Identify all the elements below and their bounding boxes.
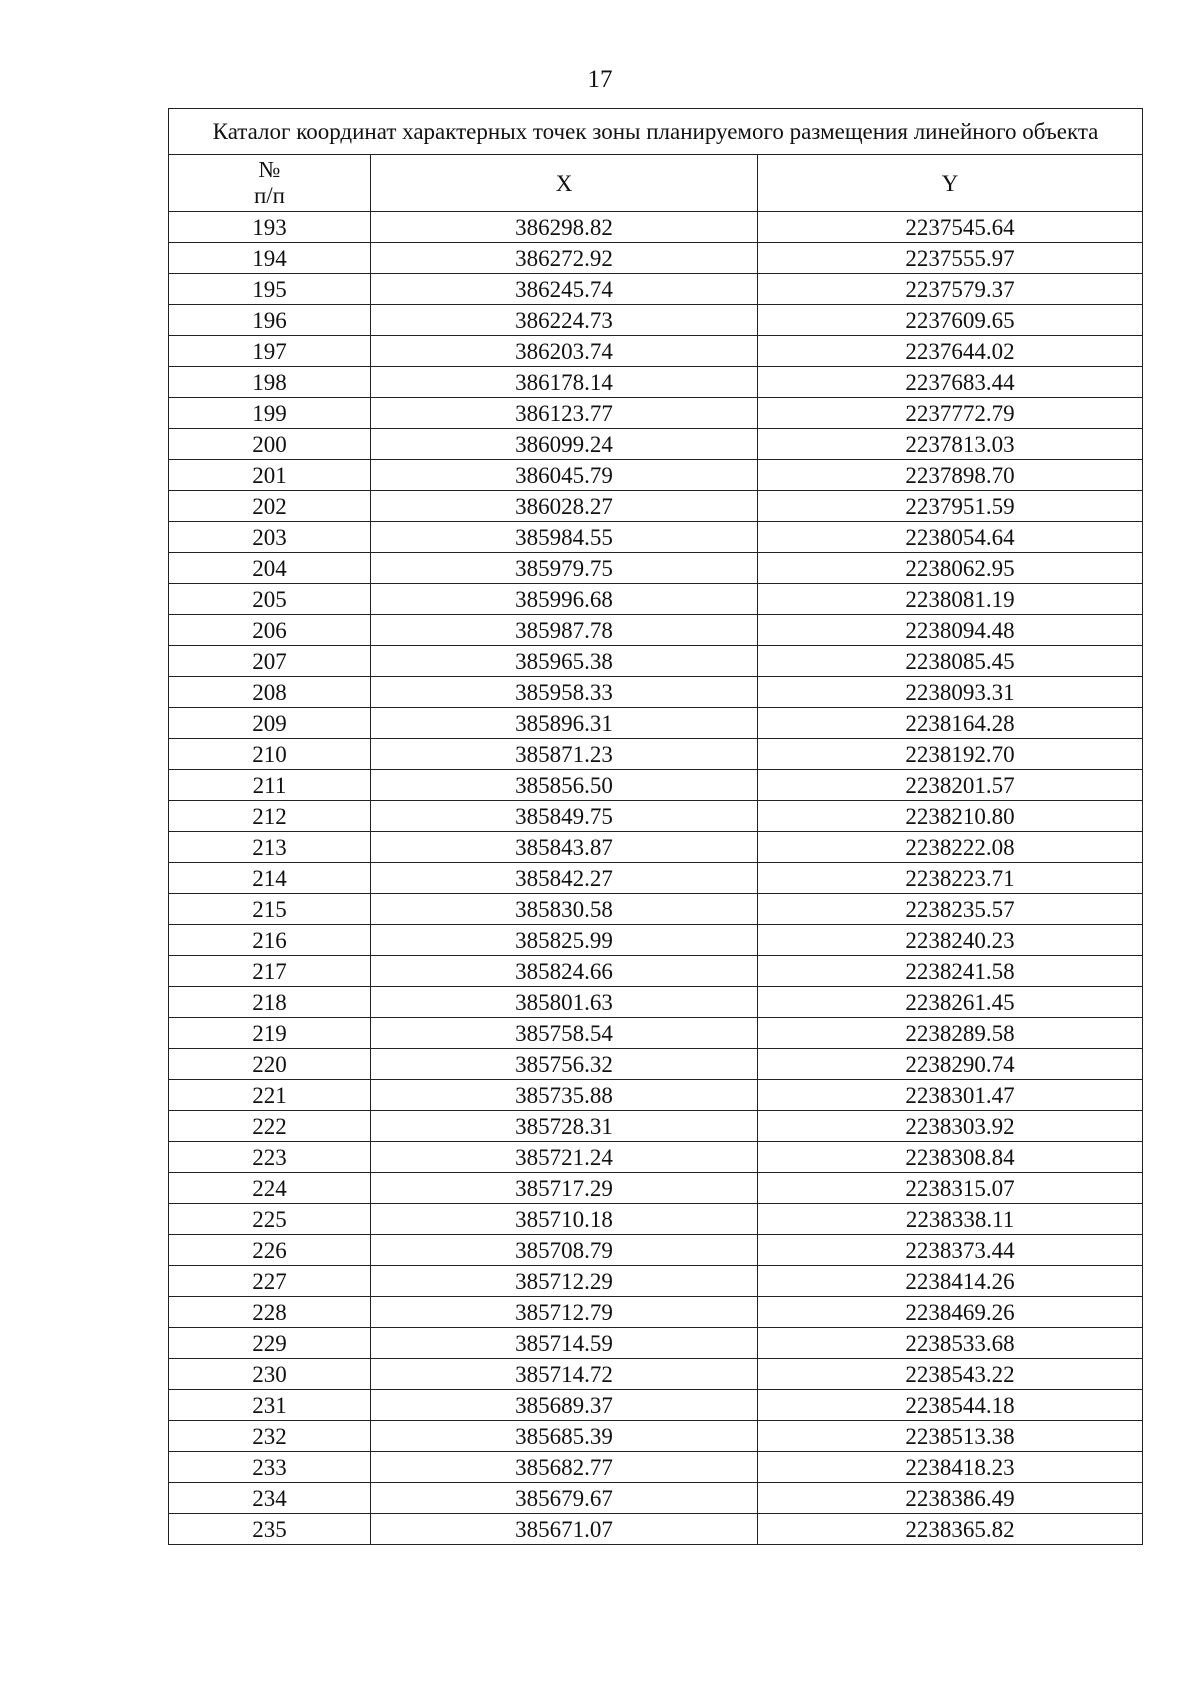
table-row <box>169 894 1143 925</box>
table-row <box>169 398 1143 429</box>
cell-y: 2238235.57 <box>758 894 1143 925</box>
cell-x: 385965.38 <box>371 646 758 677</box>
table-row <box>169 584 1143 615</box>
cell-number: 219 <box>169 1018 371 1049</box>
cell-number: 198 <box>169 367 371 398</box>
cell-number: 211 <box>169 770 371 801</box>
table-row <box>169 1421 1143 1452</box>
table-row <box>169 1235 1143 1266</box>
cell-number: 212 <box>169 801 371 832</box>
cell-x: 385958.33 <box>371 677 758 708</box>
cell-y: 2238544.18 <box>758 1390 1143 1421</box>
cell-y: 2238164.28 <box>758 708 1143 739</box>
cell-x: 385871.23 <box>371 739 758 770</box>
cell-number: 205 <box>169 584 371 615</box>
table-row <box>169 801 1143 832</box>
cell-x: 385721.24 <box>371 1142 758 1173</box>
table-row <box>169 1328 1143 1359</box>
cell-x: 386298.82 <box>371 212 758 243</box>
cell-y: 2237555.97 <box>758 243 1143 274</box>
cell-number: 224 <box>169 1173 371 1204</box>
cell-number: 196 <box>169 305 371 336</box>
cell-x: 385714.59 <box>371 1328 758 1359</box>
cell-number: 193 <box>169 212 371 243</box>
cell-x: 385710.18 <box>371 1204 758 1235</box>
cell-x: 385830.58 <box>371 894 758 925</box>
table-row <box>169 305 1143 336</box>
cell-number: 235 <box>169 1514 371 1545</box>
cell-number: 234 <box>169 1483 371 1514</box>
cell-number: 230 <box>169 1359 371 1390</box>
cell-x: 386245.74 <box>371 274 758 305</box>
cell-number: 209 <box>169 708 371 739</box>
cell-y: 2238062.95 <box>758 553 1143 584</box>
table-row <box>169 1204 1143 1235</box>
table-row <box>169 925 1143 956</box>
cell-x: 385758.54 <box>371 1018 758 1049</box>
table-row <box>169 1483 1143 1514</box>
cell-x: 385671.07 <box>371 1514 758 1545</box>
table-row <box>169 274 1143 305</box>
cell-number: 215 <box>169 894 371 925</box>
table-row <box>169 863 1143 894</box>
table-row <box>169 1359 1143 1390</box>
cell-number: 197 <box>169 336 371 367</box>
cell-y: 2238513.38 <box>758 1421 1143 1452</box>
cell-y: 2238085.45 <box>758 646 1143 677</box>
cell-y: 2238469.26 <box>758 1297 1143 1328</box>
cell-y: 2238093.31 <box>758 677 1143 708</box>
cell-number: 232 <box>169 1421 371 1452</box>
cell-x: 386178.14 <box>371 367 758 398</box>
cell-number: 204 <box>169 553 371 584</box>
table-title: Каталог координат характерных точек зоны планируемого размещения линейного объекта <box>169 109 1143 155</box>
cell-number: 213 <box>169 832 371 863</box>
cell-y: 2238338.11 <box>758 1204 1143 1235</box>
cell-y: 2238241.58 <box>758 956 1143 987</box>
table-row <box>169 1080 1143 1111</box>
cell-y: 2238223.71 <box>758 863 1143 894</box>
table-row <box>169 987 1143 1018</box>
cell-x: 385735.88 <box>371 1080 758 1111</box>
table-row <box>169 1452 1143 1483</box>
cell-y: 2237683.44 <box>758 367 1143 398</box>
table-row <box>169 212 1143 243</box>
cell-y: 2237545.64 <box>758 212 1143 243</box>
cell-x: 385728.31 <box>371 1111 758 1142</box>
cell-x: 385896.31 <box>371 708 758 739</box>
cell-x: 385679.67 <box>371 1483 758 1514</box>
cell-y: 2238414.26 <box>758 1266 1143 1297</box>
cell-x: 386028.27 <box>371 491 758 522</box>
table-header-row <box>169 155 1143 212</box>
cell-number: 202 <box>169 491 371 522</box>
cell-number: 227 <box>169 1266 371 1297</box>
table-row <box>169 615 1143 646</box>
table-row <box>169 429 1143 460</box>
cell-y: 2238210.80 <box>758 801 1143 832</box>
cell-y: 2238533.68 <box>758 1328 1143 1359</box>
cell-number: 203 <box>169 522 371 553</box>
cell-number: 199 <box>169 398 371 429</box>
cell-number: 222 <box>169 1111 371 1142</box>
cell-number: 226 <box>169 1235 371 1266</box>
cell-number: 210 <box>169 739 371 770</box>
cell-y: 2238081.19 <box>758 584 1143 615</box>
table-row <box>169 1049 1143 1080</box>
cell-y: 2238386.49 <box>758 1483 1143 1514</box>
table-row <box>169 460 1143 491</box>
cell-x: 385801.63 <box>371 987 758 1018</box>
cell-y: 2237644.02 <box>758 336 1143 367</box>
column-header-number-abbr: п/п <box>253 183 285 208</box>
cell-y: 2238192.70 <box>758 739 1143 770</box>
cell-number: 208 <box>169 677 371 708</box>
cell-x: 385717.29 <box>371 1173 758 1204</box>
cell-number: 214 <box>169 863 371 894</box>
cell-x: 385849.75 <box>371 801 758 832</box>
cell-x: 385708.79 <box>371 1235 758 1266</box>
table-row <box>169 1018 1143 1049</box>
cell-x: 385756.32 <box>371 1049 758 1080</box>
cell-x: 385856.50 <box>371 770 758 801</box>
table-row <box>169 336 1143 367</box>
cell-y: 2237609.65 <box>758 305 1143 336</box>
cell-y: 2238094.48 <box>758 615 1143 646</box>
table-row <box>169 1297 1143 1328</box>
cell-number: 221 <box>169 1080 371 1111</box>
cell-x: 385996.68 <box>371 584 758 615</box>
cell-x: 385843.87 <box>371 832 758 863</box>
cell-number: 195 <box>169 274 371 305</box>
cell-x: 385979.75 <box>371 553 758 584</box>
cell-x: 385712.79 <box>371 1297 758 1328</box>
cell-number: 216 <box>169 925 371 956</box>
cell-y: 2238301.47 <box>758 1080 1143 1111</box>
cell-y: 2238418.23 <box>758 1452 1143 1483</box>
cell-number: 233 <box>169 1452 371 1483</box>
column-header-x: X <box>371 155 758 212</box>
cell-number: 207 <box>169 646 371 677</box>
cell-number: 194 <box>169 243 371 274</box>
cell-y: 2237579.37 <box>758 274 1143 305</box>
cell-number: 220 <box>169 1049 371 1080</box>
table-row <box>169 553 1143 584</box>
cell-y: 2238308.84 <box>758 1142 1143 1173</box>
table-row <box>169 708 1143 739</box>
cell-number: 201 <box>169 460 371 491</box>
cell-y: 2238054.64 <box>758 522 1143 553</box>
table-row <box>169 832 1143 863</box>
table-row <box>169 739 1143 770</box>
table-row <box>169 1111 1143 1142</box>
cell-y: 2238373.44 <box>758 1235 1143 1266</box>
cell-y: 2238240.23 <box>758 925 1143 956</box>
cell-y: 2238261.45 <box>758 987 1143 1018</box>
cell-x: 385842.27 <box>371 863 758 894</box>
table-row <box>169 1142 1143 1173</box>
cell-x: 385712.29 <box>371 1266 758 1297</box>
table-row <box>169 646 1143 677</box>
table-row <box>169 1173 1143 1204</box>
cell-x: 386099.24 <box>371 429 758 460</box>
table-row <box>169 367 1143 398</box>
table-body <box>169 212 1143 1545</box>
table-row <box>169 491 1143 522</box>
cell-number: 218 <box>169 987 371 1018</box>
cell-number: 225 <box>169 1204 371 1235</box>
cell-x: 386224.73 <box>371 305 758 336</box>
cell-number: 231 <box>169 1390 371 1421</box>
column-header-y: Y <box>758 155 1143 212</box>
cell-y: 2237813.03 <box>758 429 1143 460</box>
cell-y: 2237772.79 <box>758 398 1143 429</box>
table-row <box>169 770 1143 801</box>
cell-x: 385987.78 <box>371 615 758 646</box>
table-row <box>169 1390 1143 1421</box>
cell-x: 386203.74 <box>371 336 758 367</box>
column-header-number-symbol: № <box>258 156 281 182</box>
cell-x: 385689.37 <box>371 1390 758 1421</box>
cell-x: 386272.92 <box>371 243 758 274</box>
cell-y: 2238222.08 <box>758 832 1143 863</box>
cell-x: 385825.99 <box>371 925 758 956</box>
cell-y: 2238290.74 <box>758 1049 1143 1080</box>
coordinates-table <box>168 108 1143 1545</box>
table-row <box>169 677 1143 708</box>
cell-y: 2238289.58 <box>758 1018 1143 1049</box>
cell-y: 2238201.57 <box>758 770 1143 801</box>
cell-x: 386123.77 <box>371 398 758 429</box>
cell-y: 2237951.59 <box>758 491 1143 522</box>
table-row <box>169 1266 1143 1297</box>
table-row <box>169 956 1143 987</box>
cell-x: 385685.39 <box>371 1421 758 1452</box>
cell-y: 2238365.82 <box>758 1514 1143 1545</box>
column-header-number <box>169 155 371 212</box>
cell-number: 206 <box>169 615 371 646</box>
cell-y: 2237898.70 <box>758 460 1143 491</box>
cell-y: 2238543.22 <box>758 1359 1143 1390</box>
cell-x: 386045.79 <box>371 460 758 491</box>
cell-x: 385714.72 <box>371 1359 758 1390</box>
table-row <box>169 522 1143 553</box>
table-row <box>169 1514 1143 1545</box>
cell-number: 228 <box>169 1297 371 1328</box>
cell-x: 385824.66 <box>371 956 758 987</box>
cell-x: 385984.55 <box>371 522 758 553</box>
cell-number: 200 <box>169 429 371 460</box>
table-row <box>169 243 1143 274</box>
cell-number: 223 <box>169 1142 371 1173</box>
cell-x: 385682.77 <box>371 1452 758 1483</box>
cell-number: 229 <box>169 1328 371 1359</box>
cell-number: 217 <box>169 956 371 987</box>
page-number: 17 <box>587 66 613 93</box>
cell-y: 2238303.92 <box>758 1111 1143 1142</box>
cell-y: 2238315.07 <box>758 1173 1143 1204</box>
